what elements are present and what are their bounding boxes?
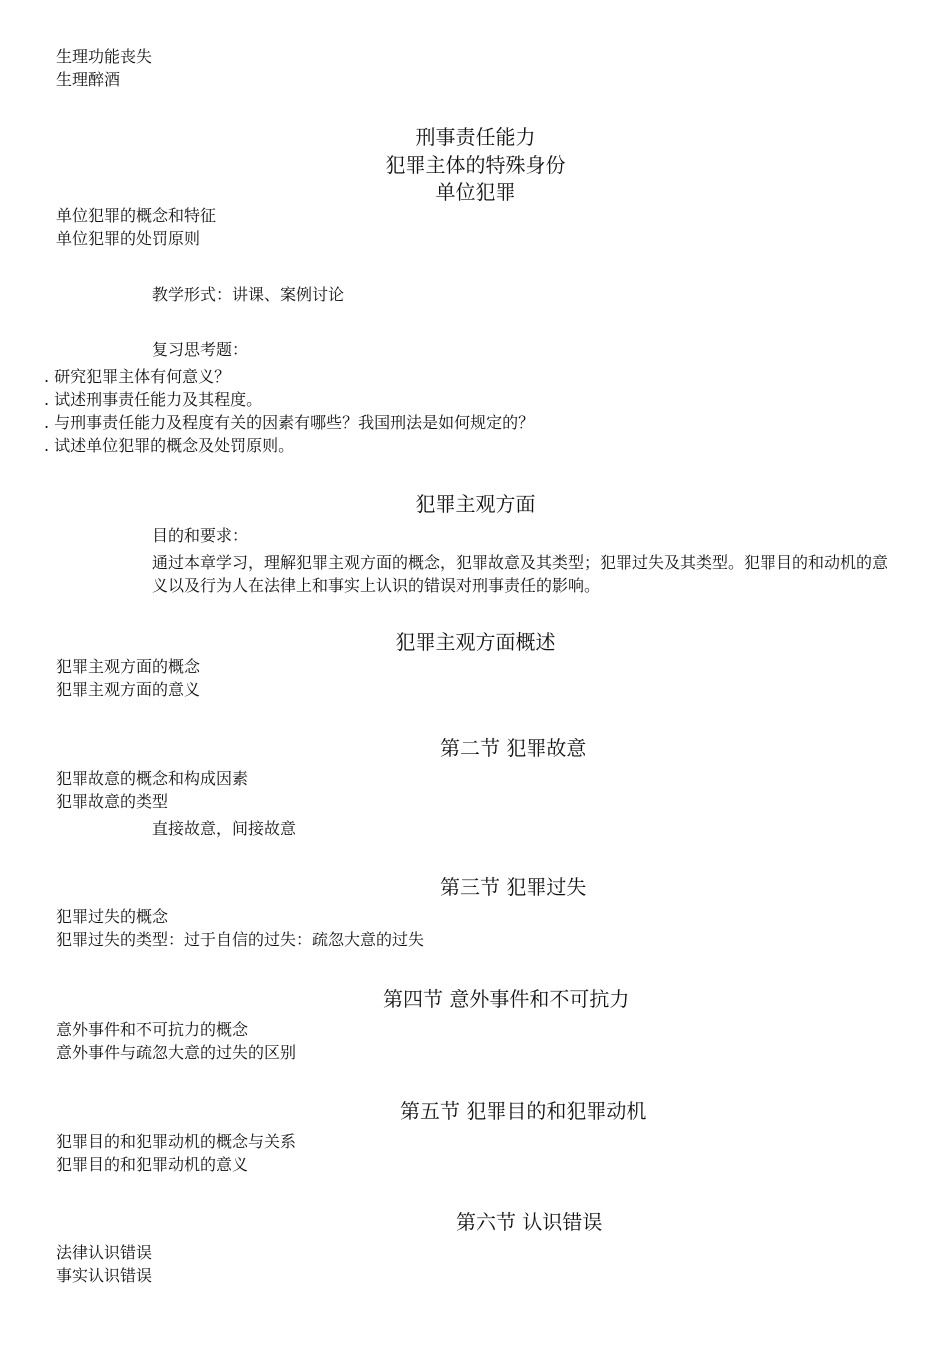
list-item: 生理醉酒 xyxy=(56,70,121,89)
purpose-heading: 目的和要求： xyxy=(152,526,249,545)
list-item: 单位犯罪的概念和特征 xyxy=(56,206,217,225)
list-item: 犯罪目的和犯罪动机的概念与关系 xyxy=(56,1132,297,1151)
section-title: 单位犯罪 xyxy=(435,180,516,204)
list-item: 单位犯罪的处罚原则 xyxy=(56,229,201,248)
section-title: 刑事责任能力 xyxy=(415,125,536,149)
list-item: 犯罪目的和犯罪动机的意义 xyxy=(56,1155,249,1174)
list-item: 事实认识错误 xyxy=(56,1266,153,1285)
section-title: 犯罪主体的特殊身份 xyxy=(385,153,566,177)
review-heading: 复习思考题： xyxy=(152,340,249,359)
review-question: . 试述刑事责任能力及其程度。 xyxy=(44,390,263,409)
list-item: 犯罪过失的概念 xyxy=(56,907,169,926)
list-item: 犯罪主观方面的概念 xyxy=(56,657,201,676)
list-item: 直接故意，间接故意 xyxy=(152,819,297,838)
section-title: 第二节 犯罪故意 xyxy=(440,736,587,760)
section-title: 第四节 意外事件和不可抗力 xyxy=(383,987,630,1011)
review-question: . 研究犯罪主体有何意义？ xyxy=(44,367,231,386)
list-item: 生理功能丧失 xyxy=(56,47,153,66)
section-title: 第六节 认识错误 xyxy=(456,1210,603,1234)
chapter-title: 犯罪主观方面 xyxy=(415,492,536,516)
purpose-text: 通过本章学习，理解犯罪主观方面的概念，犯罪故意及其类型；犯罪过失及其类型。犯罪目的和动机的意义以及行为人在法律上和事实上认识的错误对刑事责任的影响。 xyxy=(152,553,889,595)
section-title: 犯罪主观方面概述 xyxy=(395,630,556,654)
list-item: 意外事件和不可抗力的概念 xyxy=(56,1020,249,1039)
list-item: 犯罪故意的类型 xyxy=(56,792,169,811)
review-question: . 试述单位犯罪的概念及处罚原则。 xyxy=(44,436,295,455)
list-item: 意外事件与疏忽大意的过失的区别 xyxy=(56,1043,297,1062)
teaching-form: 教学形式：讲课、案例讨论 xyxy=(152,285,345,304)
list-item: 法律认识错误 xyxy=(56,1243,153,1262)
list-item: 犯罪过失的类型：过于自信的过失：疏忽大意的过失 xyxy=(56,930,425,949)
review-question: . 与刑事责任能力及程度有关的因素有哪些？我国刑法是如何规定的？ xyxy=(44,413,535,432)
section-title: 第三节 犯罪过失 xyxy=(440,875,587,899)
list-item: 犯罪主观方面的意义 xyxy=(56,680,201,699)
list-item: 犯罪故意的概念和构成因素 xyxy=(56,769,249,788)
section-title: 第五节 犯罪目的和犯罪动机 xyxy=(400,1099,647,1123)
